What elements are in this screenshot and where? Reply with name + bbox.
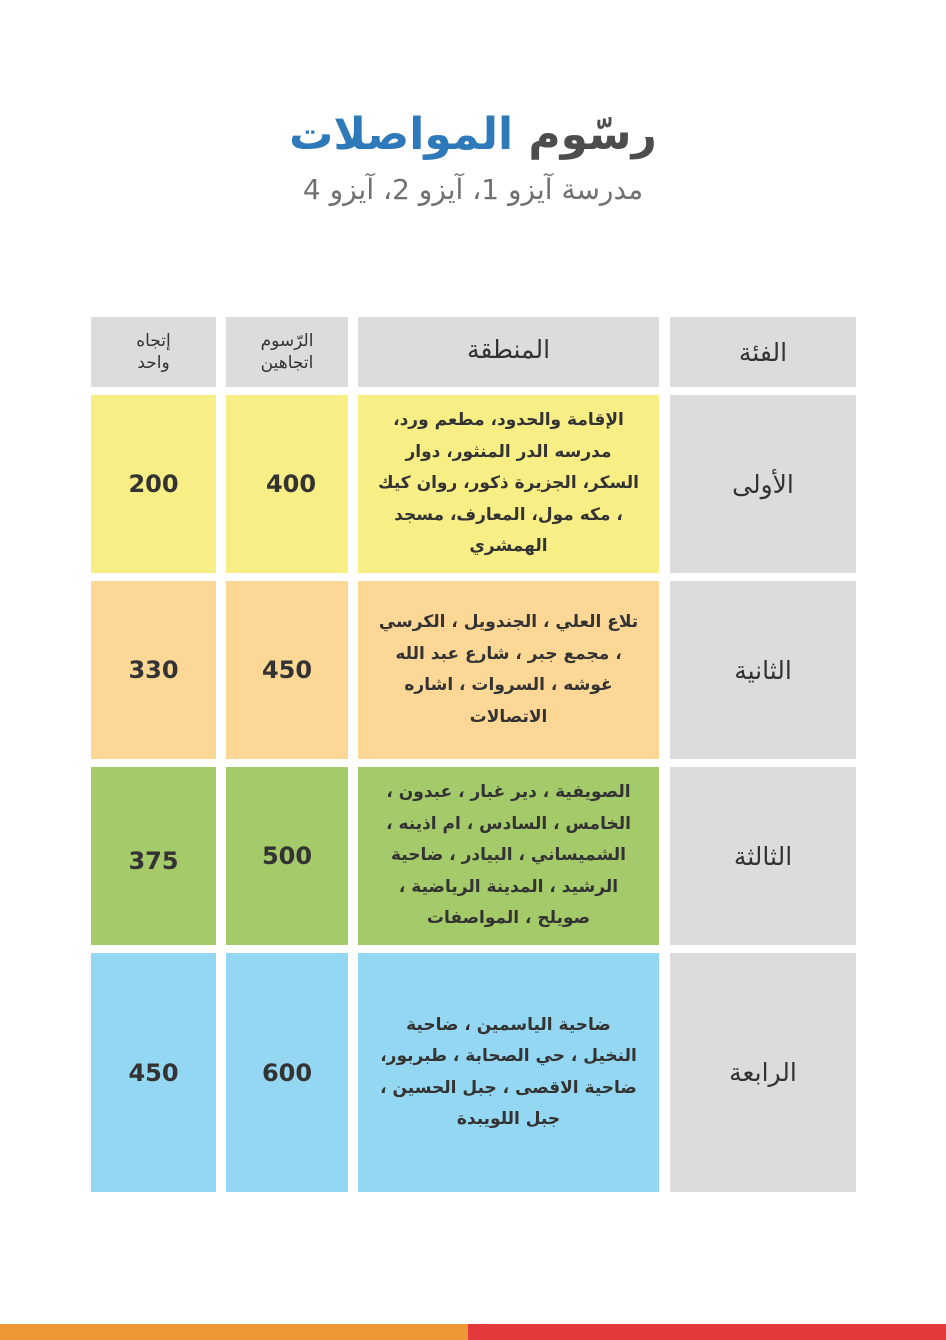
category-cell: الرابعة	[670, 953, 856, 1192]
header-category: الفئة	[670, 317, 856, 387]
title-main: رسّوم	[528, 109, 657, 160]
header-one-way: إتجاه واحد	[91, 317, 216, 387]
page-header	[0, 108, 946, 208]
category-cell: الثانية	[670, 581, 856, 759]
header-region: المنطقة	[358, 317, 659, 387]
region-cell: تلاع العلي ، الجندويل ، الكرسي ، مجمع جبر ، شارع عبد الله غوشه ، السروات ، اشاره الاتصالات	[358, 581, 659, 759]
category-cell: الثالثة	[670, 767, 856, 945]
footer-bar-red	[468, 1324, 946, 1340]
title-accent: المواصلات	[289, 109, 514, 160]
page-subtitle: مدرسة آيزو 1، آيزو 2، آيزو 4	[302, 173, 644, 206]
fee-two-way-cell: 500	[226, 767, 348, 945]
one-way-cell: 450	[91, 953, 216, 1192]
region-cell: الإقامة والحدود، مطعم ورد، مدرسه الدر المنثور، دوار السكر، الجزيرة ذكور، روان كيك ، مكه مول، المعارف، مسجد الهمشري	[358, 395, 659, 573]
header-fee-two-way: الرّسوم اتجاهين	[226, 317, 348, 387]
one-way-cell: 330	[91, 581, 216, 759]
one-way-cell: 200	[91, 395, 216, 573]
fee-two-way-cell: 600	[226, 953, 348, 1192]
page-title	[0, 108, 946, 162]
footer-bar-orange	[0, 1324, 468, 1340]
category-cell: الأولى	[670, 395, 856, 573]
region-cell: ضاحية الياسمين ، ضاحية النخيل ، حي الصحابة ، طبربور، ضاحية الاقصى ، جبل الحسين ، جبل اللويبدة	[358, 953, 659, 1192]
fee-two-way-cell: 400	[226, 395, 348, 573]
fee-two-way-cell: 450	[226, 581, 348, 759]
region-cell: الصويفية ، دير غبار ، عبدون ، الخامس ، السادس ، ام اذينه ، الشميساني ، البيادر ، ضاحية الرشيد ، المدينة الرياضية ، صويلح ، المواصفات	[358, 767, 659, 945]
one-way-cell: 375	[91, 767, 216, 945]
